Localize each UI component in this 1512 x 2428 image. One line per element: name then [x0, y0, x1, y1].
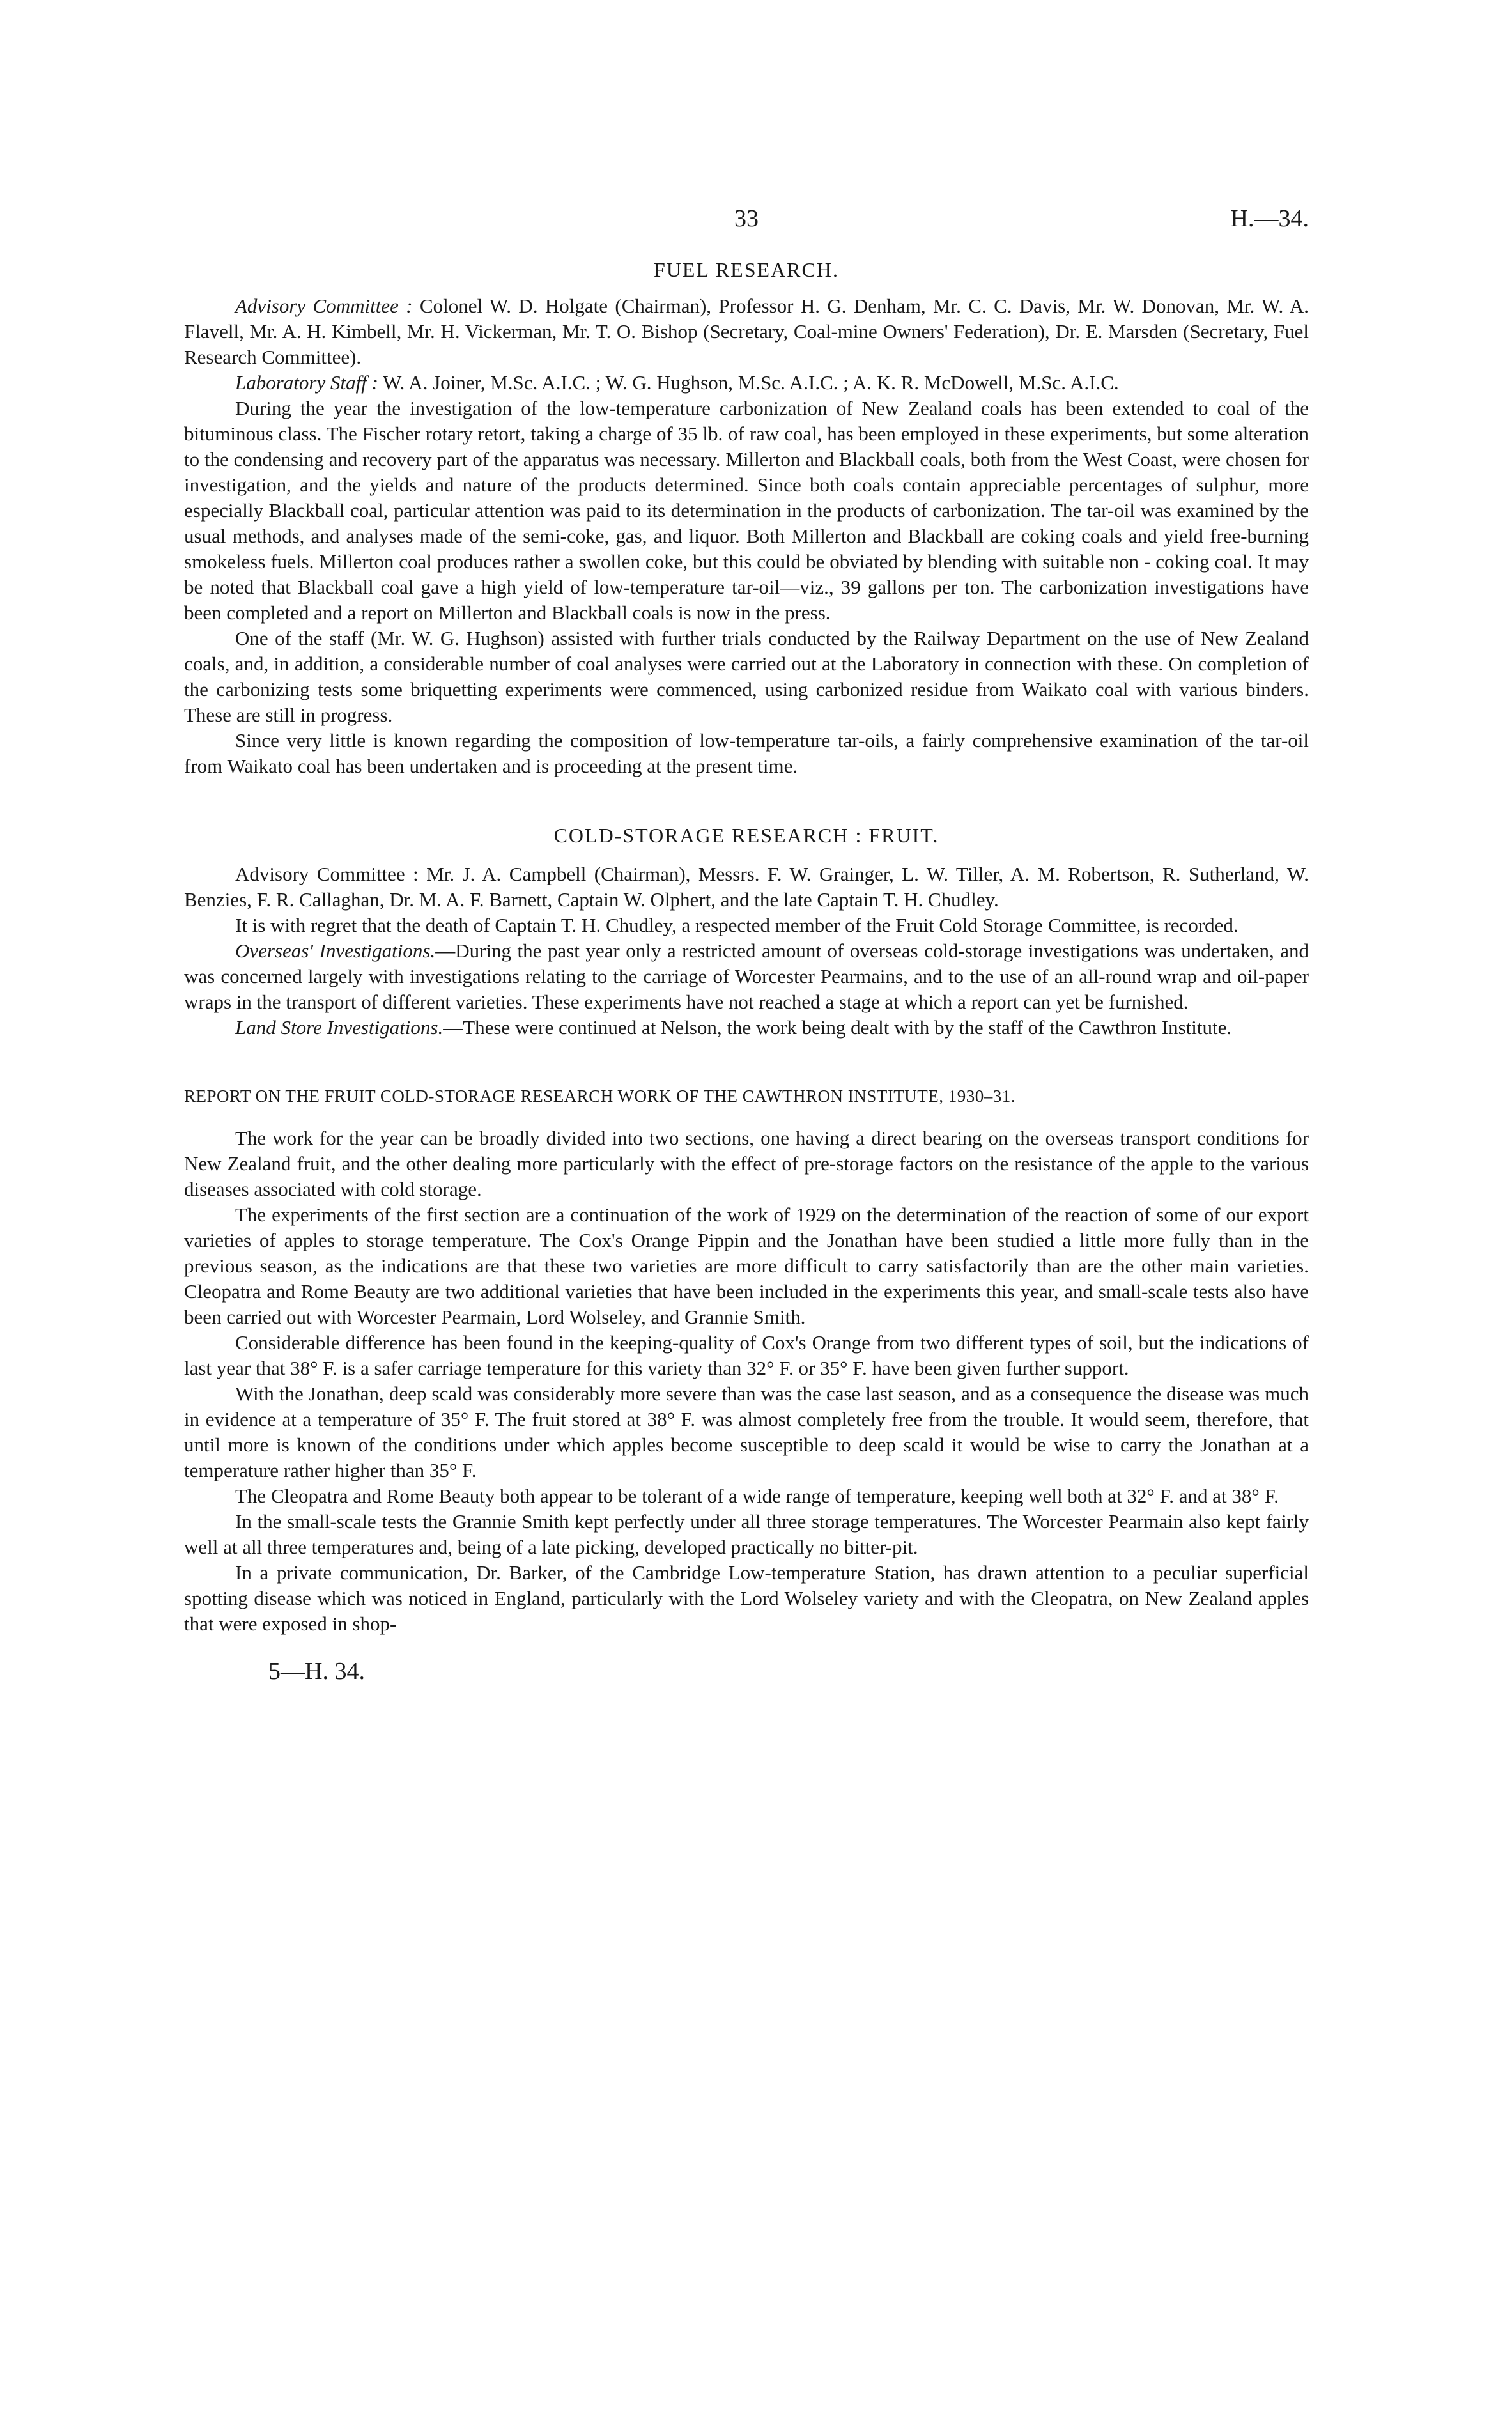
fuel-paragraph-3: Since very little is known regarding the composition of low-temperature tar-oils, a fairly comprehensive examination of the tar-oil from Waikato coal has been undertaken and is proceeding at the present time. [184, 729, 1309, 777]
fuel-paragraph-2: One of the staff (Mr. W. G. Hughson) assisted with further trials conducted by the Railway Department on the use of New Zealand coals, and, in addition, a considerable number of coal analyses were carried out at the Laboratory in connection with these. On completion of the carbonizing tests some briquetting experiments were commenced, using carbonized residue from Waikato coal with various binders. These are still in progress. [184, 627, 1309, 726]
report-paragraph-7: In a private communication, Dr. Barker, of the Cambridge Low-temperature Station, has drawn attention to a peculiar superficial spotting disease which was noticed in England, particularly with the Lord Wolseley variety and with the Cleopatra, on New Zealand apples that were exposed in shop- [184, 1561, 1309, 1635]
fuel-staff-text: W. A. Joiner, M.Sc. A.I.C. ; W. G. Hughson, M.Sc. A.I.C. ; A. K. R. McDowell, M.Sc. A.I.C. [378, 371, 1119, 394]
cold-regret-paragraph: It is with regret that the death of Captain T. H. Chudley, a respected member of the Fruit Cold Storage Committee, is recorded. [235, 914, 1238, 936]
cold-storage-section [184, 824, 1309, 1040]
fuel-paragraph-1: During the year the investigation of the low-temperature carbonization of New Zealand coals has been extended to coal of the bituminous class. The Fischer rotary retort, taking a charge of 35 lb. of raw coal, has been employed in these experiments, but some alteration to the condensing and recovery part of the apparatus was necessary. Millerton and Blackball coals, both from the West Coast, were chosen for investigation, and the yields and nature of the products determined. Since both coals contain appreciable percentages of sulphur, more especially Blackball coal, particular attention was paid to its determination in the products of carbonization. The tar-oil was examined by the usual methods, and analyses made of the semi-coke, gas, and liquor. Both Millerton and Blackball are coking coals and yield free-burning smokeless fuels. Millerton coal produces rather a swollen coke, but this could be obviated by blending with suitable non - coking coal. It may be noted that Blackball coal gave a high yield of low-temperature tar-oil—viz., 39 gallons per ton. The carbonization investigations have been completed and a report on Millerton and Blackball coals is now in the press. [184, 397, 1309, 624]
paper-reference: H.—34. [1230, 205, 1309, 232]
cold-land-store-label: Land Store Investigations. [235, 1016, 444, 1039]
cawthron-report-section [184, 1086, 1309, 1637]
fuel-advisory-label: Advisory Committee : [235, 295, 413, 317]
report-paragraph-1: The work for the year can be broadly divided into two sections, one having a direct bearing on the overseas transport conditions for New Zealand fruit, and the other dealing more particularly with the effect of pre-storage factors on the resistance of the apple to the various diseases associated with cold storage. [184, 1127, 1309, 1200]
cawthron-report-heading: REPORT ON THE FRUIT COLD-STORAGE RESEARCH WORK OF THE CAWTHRON INSTITUTE, 1930–31. [184, 1086, 1016, 1106]
report-paragraph-6: In the small-scale tests the Grannie Smith kept perfectly under all three storage temperatures. The Worcester Pearmain also kept fairly well at all three temperatures and, being of a late picking, developed practically no bitter-pit. [184, 1510, 1309, 1558]
page-number: 33 [734, 205, 759, 232]
printer-signature: 5—H. 34. [268, 1658, 365, 1685]
fuel-staff-label: Laboratory Staff : [235, 371, 378, 394]
fuel-research-heading: FUEL RESEARCH. [654, 258, 839, 281]
document-page [184, 192, 1309, 1685]
fuel-advisory-text: Colonel W. D. Holgate (Chairman), Professor H. G. Denham, Mr. C. C. Davis, Mr. W. Donovan, Mr. W. A. Flavell, Mr. A. H. Kimbell, Mr. H. Vickerman, Mr. T. O. Bishop (Secretary, Coal-mine Owners' Federation), Dr. E. Marsden (Secretary, Fuel Research Committee). [184, 295, 1309, 368]
cold-overseas-paragraph [184, 938, 1309, 1015]
fuel-research-section [184, 258, 1309, 779]
report-paragraph-3: Considerable difference has been found in the keeping-quality of Cox's Orange from two different types of soil, but the indications of last year that 38° F. is a safer carriage temperature for this variety than 32° F. or 35° F. have been given further support. [184, 1331, 1309, 1379]
page-header [184, 192, 1309, 249]
cold-storage-heading: COLD-STORAGE RESEARCH : FRUIT. [553, 824, 939, 847]
report-paragraph-4: With the Jonathan, deep scald was considerably more severe than was the case last season, and as a consequence the disease was much in evidence at a temperature of 35° F. The fruit stored at 38° F. was almost completely free from the trouble. It would seem, therefore, that until more is known of the conditions under which apples become susceptible to deep scald it would be wise to carry the Jonathan at a temperature rather higher than 35° F. [184, 1382, 1309, 1481]
cold-land-store-paragraph [184, 1015, 1309, 1040]
report-paragraph-2: The experiments of the first section are a continuation of the work of 1929 on the determination of the reaction of some of our export varieties of apples to storage temperature. The Cox's Orange Pippin and the Jonathan have been studied a little more fully than in the previous season, as the indications are that these two varieties are more difficult to carry satisfactorily than are the other main varieties. Cleopatra and Rome Beauty are two additional varieties that have been included in the experiments this year, and small-scale tests also have been carried out with Worcester Pearmain, Lord Wolseley, and Grannie Smith. [184, 1203, 1309, 1328]
fuel-staff-paragraph [184, 370, 1309, 396]
cold-overseas-text: —During the past year only a restricted amount of overseas cold-storage investigations was undertaken, and was concerned largely with investigations relating to the carriage of Worcester Pearmains, and to the use of an all-round wrap and oil-paper wraps in the transport of different varieties. These experiments have not reached a stage at which a report can yet be furnished. [184, 939, 1309, 1013]
cold-advisory-paragraph: Advisory Committee : Mr. J. A. Campbell (Chairman), Messrs. F. W. Grainger, L. W. Tiller, A. M. Robertson, R. Sutherland, W. Benzies, F. R. Callaghan, Dr. M. A. F. Barnett, Captain W. Olphert, and the late Captain T. H. Chudley. [184, 863, 1309, 911]
cold-land-store-text: —These were continued at Nelson, the work being dealt with by the staff of the Cawthron Institute. [443, 1016, 1232, 1039]
cold-overseas-label: Overseas' Investigations. [235, 939, 436, 962]
report-paragraph-5: The Cleopatra and Rome Beauty both appear to be tolerant of a wide range of temperature, keeping well both at 32° F. and at 38° F. [235, 1485, 1279, 1507]
fuel-advisory-paragraph [184, 293, 1309, 370]
